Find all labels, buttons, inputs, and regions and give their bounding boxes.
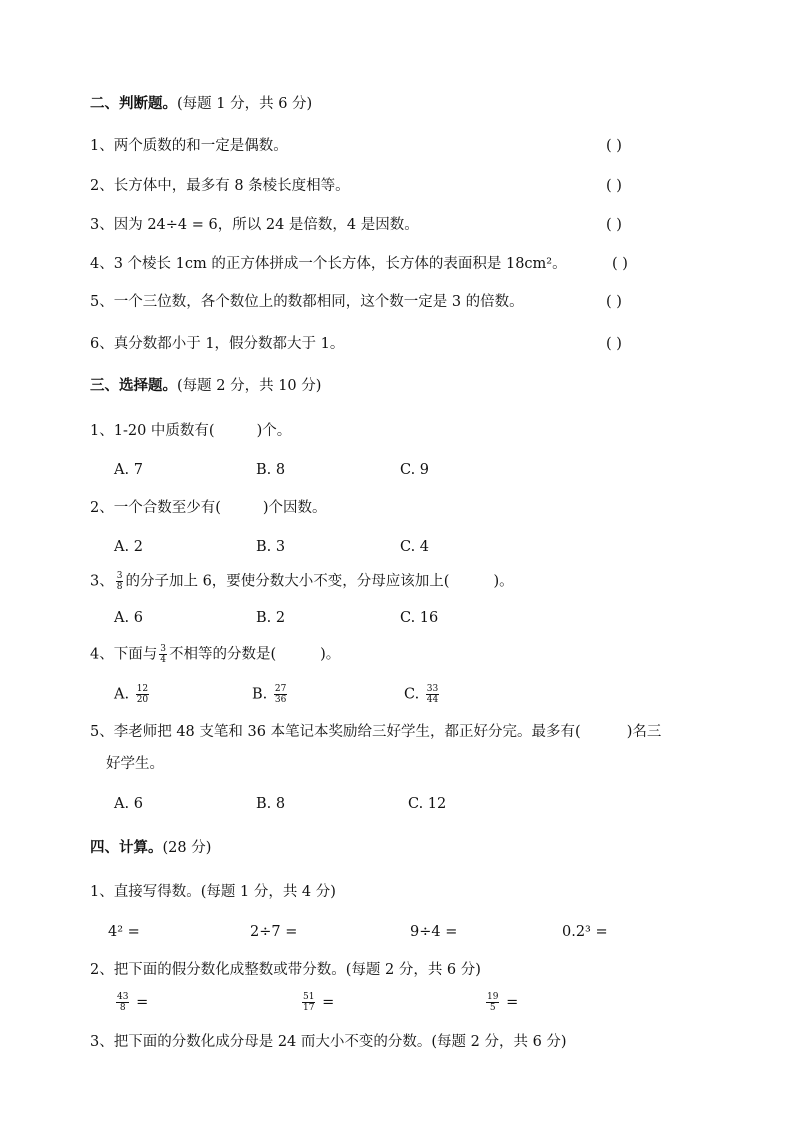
section-title: 三、选择题。 bbox=[90, 377, 177, 394]
fraction-denominator: 20 bbox=[136, 695, 149, 705]
option-label: C. bbox=[404, 686, 420, 703]
fraction bbox=[116, 571, 124, 592]
fraction bbox=[136, 684, 149, 705]
fraction-numerator: 19 bbox=[487, 992, 499, 1002]
question-text: 的分子加上 6，要使分数大小不变，分母应该加上( bbox=[125, 573, 450, 590]
fraction-numerator: 43 bbox=[117, 992, 129, 1002]
option-label: A. bbox=[114, 686, 130, 703]
answer-paren-6[interactable]: ( ) bbox=[606, 336, 622, 352]
judge-item-3: 3、因为 24÷4 = 6，所以 24 是倍数，4 是因数。 bbox=[90, 217, 419, 233]
convert-item-1[interactable] bbox=[114, 992, 148, 1013]
option-a[interactable]: A. 2 bbox=[114, 539, 143, 555]
judge-item-5: 5、一个三位数，各个数位上的数都相同，这个数一定是 3 的倍数。 bbox=[90, 294, 524, 310]
choice-question-4 bbox=[90, 644, 340, 665]
option-c[interactable] bbox=[404, 684, 441, 705]
section-title: 四、计算。 bbox=[90, 839, 163, 856]
convert-item-2[interactable] bbox=[300, 992, 334, 1013]
choice-question-5-continued: 好学生。 bbox=[106, 756, 164, 772]
question-text-end: )个因数。 bbox=[262, 500, 327, 516]
fraction-numerator: 3 bbox=[160, 644, 166, 654]
option-b[interactable]: B. 3 bbox=[256, 539, 286, 555]
judge-item-6: 6、真分数都小于 1，假分数都大于 1。 bbox=[90, 336, 345, 352]
fraction-numerator: 51 bbox=[303, 992, 315, 1002]
calc-item-1[interactable]: 4² = bbox=[108, 924, 140, 940]
calc-item-2[interactable]: 2÷7 = bbox=[250, 924, 298, 940]
answer-paren-4[interactable]: ( ) bbox=[612, 256, 628, 272]
question-text-end: )名三 bbox=[626, 724, 662, 740]
option-c[interactable]: C. 12 bbox=[408, 796, 447, 812]
answer-paren-2[interactable]: ( ) bbox=[606, 178, 622, 194]
fraction bbox=[486, 992, 499, 1013]
option-c[interactable]: C. 16 bbox=[400, 610, 439, 626]
fraction-denominator: 17 bbox=[303, 1003, 315, 1013]
judge-item-2: 2、长方体中，最多有 8 条棱长度相等。 bbox=[90, 178, 350, 194]
equals-sign: = bbox=[136, 994, 149, 1011]
fraction bbox=[274, 684, 287, 705]
choice-question-5 bbox=[90, 722, 661, 742]
option-b[interactable]: B. 2 bbox=[256, 610, 286, 626]
option-b[interactable]: B. 8 bbox=[256, 462, 286, 478]
fraction-numerator: 3 bbox=[116, 571, 123, 581]
section-2-heading bbox=[90, 94, 312, 114]
question-text: 不相等的分数是( bbox=[168, 646, 277, 663]
fraction bbox=[159, 644, 167, 665]
section-note: (每题 2 分，共 10 分) bbox=[177, 378, 322, 394]
fraction bbox=[302, 992, 315, 1013]
answer-paren-1[interactable]: ( ) bbox=[606, 138, 622, 154]
option-c[interactable]: C. 9 bbox=[400, 462, 430, 478]
option-b[interactable]: B. 8 bbox=[256, 796, 286, 812]
choice-question-2 bbox=[90, 498, 327, 518]
question-text: 2、一个合数至少有( bbox=[90, 500, 221, 516]
section-3-heading bbox=[90, 376, 321, 396]
judge-item-4: 4、3 个棱长 1cm 的正方体拼成一个长方体，长方体的表面积是 18cm²。 bbox=[90, 256, 567, 272]
section-4-heading bbox=[90, 838, 211, 858]
fraction-denominator: 4 bbox=[160, 655, 166, 665]
judge-item-1: 1、两个质数的和一定是偶数。 bbox=[90, 138, 288, 154]
fraction bbox=[116, 992, 129, 1013]
choice-question-3 bbox=[90, 571, 514, 592]
fraction-denominator: 36 bbox=[274, 695, 287, 705]
calc-part-2: 2、把下面的假分数化成整数或带分数。(每题 2 分，共 6 分) bbox=[90, 962, 481, 978]
option-c[interactable]: C. 4 bbox=[400, 539, 430, 555]
fraction-numerator: 33 bbox=[426, 684, 439, 694]
question-text: 4、下面与 bbox=[90, 646, 158, 663]
option-b[interactable] bbox=[252, 684, 289, 705]
fraction-denominator: 8 bbox=[116, 582, 123, 592]
fraction-numerator: 27 bbox=[274, 684, 287, 694]
equals-sign: = bbox=[506, 994, 519, 1011]
calc-item-4[interactable]: 0.2³ = bbox=[562, 924, 608, 940]
calc-part-3: 3、把下面的分数化成分母是 24 而大小不变的分数。(每题 2 分，共 6 分) bbox=[90, 1034, 567, 1050]
choice-question-1 bbox=[90, 421, 291, 441]
calc-item-3[interactable]: 9÷4 = bbox=[410, 924, 458, 940]
fraction-denominator: 8 bbox=[119, 1003, 126, 1013]
fraction-numerator: 12 bbox=[136, 684, 149, 694]
question-text: 5、李老师把 48 支笔和 36 本笔记本奖励给三好学生，都正好分完。最多有( bbox=[90, 724, 581, 740]
equals-sign: = bbox=[322, 994, 335, 1011]
question-text: 1、1-20 中质数有( bbox=[90, 423, 215, 439]
section-title: 二、判断题。 bbox=[90, 95, 177, 112]
convert-item-3[interactable] bbox=[484, 992, 518, 1013]
option-label: B. bbox=[252, 686, 268, 703]
section-note: (每题 1 分，共 6 分) bbox=[177, 96, 313, 112]
fraction bbox=[426, 684, 439, 705]
option-a[interactable] bbox=[114, 684, 151, 705]
answer-paren-5[interactable]: ( ) bbox=[606, 294, 622, 310]
option-a[interactable]: A. 6 bbox=[114, 796, 143, 812]
calc-part-1: 1、直接写得数。(每题 1 分，共 4 分) bbox=[90, 884, 336, 900]
answer-paren-3[interactable]: ( ) bbox=[606, 217, 622, 233]
fraction-denominator: 5 bbox=[489, 1003, 496, 1013]
option-a[interactable]: A. 7 bbox=[114, 462, 143, 478]
question-text-end: )个。 bbox=[256, 423, 292, 439]
question-number: 3、 bbox=[90, 573, 114, 590]
question-text-end: )。 bbox=[320, 646, 341, 663]
question-text-end: )。 bbox=[493, 573, 514, 590]
fraction-denominator: 44 bbox=[426, 695, 439, 705]
section-note: (28 分) bbox=[162, 840, 212, 856]
option-a[interactable]: A. 6 bbox=[114, 610, 143, 626]
